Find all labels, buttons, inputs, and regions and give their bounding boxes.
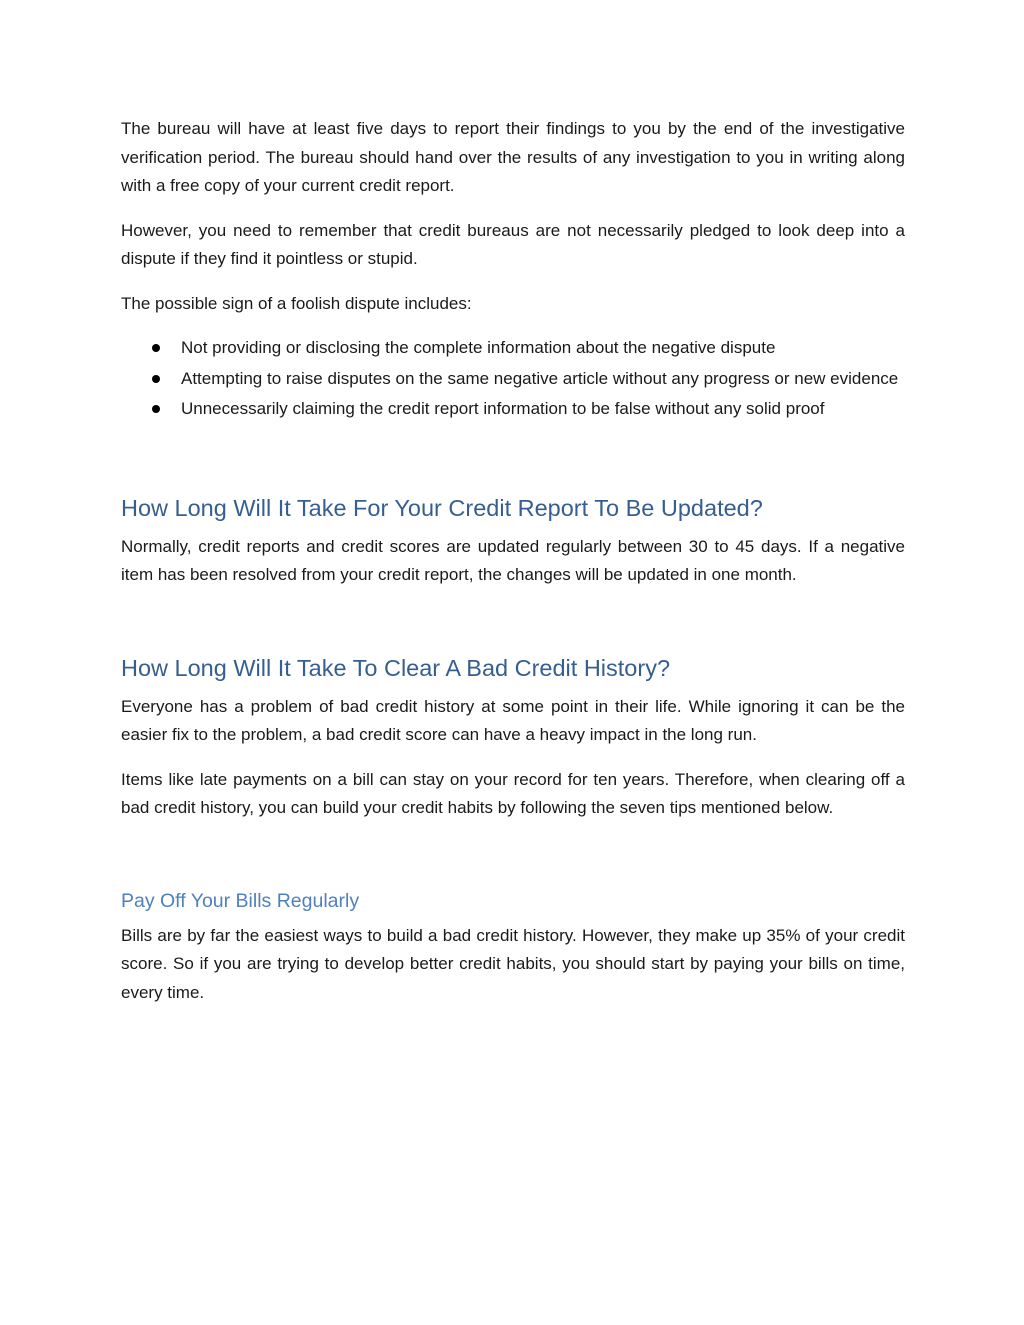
heading-pay-off-bills: Pay Off Your Bills Regularly	[121, 889, 360, 912]
list-item-text: Unnecessarily claiming the credit report information to be false without any solid proof	[181, 399, 825, 418]
heading-clear-bad-credit: How Long Will It Take To Clear A Bad Credit History?	[121, 654, 671, 681]
foolish-dispute-list	[121, 334, 905, 424]
paragraph-credit-report-updated: Normally, credit reports and credit scores are updated regularly between 30 to 45 days. If a negative item has been resolved from your credit report, the changes will be updated in one month.	[121, 536, 905, 584]
intro-paragraph-foolish-dispute-signs: The possible sign of a foolish dispute includes:	[121, 293, 472, 313]
list-item-text: Not providing or disclosing the complete information about the negative dispute	[181, 338, 776, 357]
list-item	[121, 365, 905, 394]
list-item-text: Attempting to raise disputes on the same negative article without any progress or new evidence	[181, 368, 899, 388]
bullet-icon	[152, 405, 160, 413]
heading-credit-report-updated: How Long Will It Take For Your Credit Report To Be Updated?	[121, 494, 763, 521]
bullet-icon	[152, 344, 160, 352]
paragraph-bad-credit-late-payments: Items like late payments on a bill can stay on your record for ten years. Therefore, when clearing off a bad credit history, you can build your credit habits by following the seven tips mentioned below.	[121, 769, 905, 817]
list-item	[121, 334, 905, 363]
bullet-icon	[152, 375, 160, 383]
intro-paragraph-bureaus-not-pledged: However, you need to remember that credit bureaus are not necessarily pledged to look deep into a dispute if they find it pointless or stupid.	[121, 220, 905, 268]
intro-paragraph-bureau-findings: The bureau will have at least five days to report their findings to you by the end of the investigative verification period. The bureau should hand over the results of any investigation to you in writing along with a free copy of your current credit report.	[121, 119, 905, 195]
paragraph-bad-credit-everyone: Everyone has a problem of bad credit history at some point in their life. While ignoring it can be the easier fix to the problem, a bad credit score can have a heavy impact in the long run.	[121, 696, 905, 744]
list-item	[121, 395, 905, 424]
paragraph-pay-off-bills: Bills are by far the easiest ways to build a bad credit history. However, they make up 35% of your credit score. So if you are trying to develop better credit habits, you should start by paying your bills on time, every time.	[121, 925, 905, 1002]
page-content	[121, 115, 905, 1007]
